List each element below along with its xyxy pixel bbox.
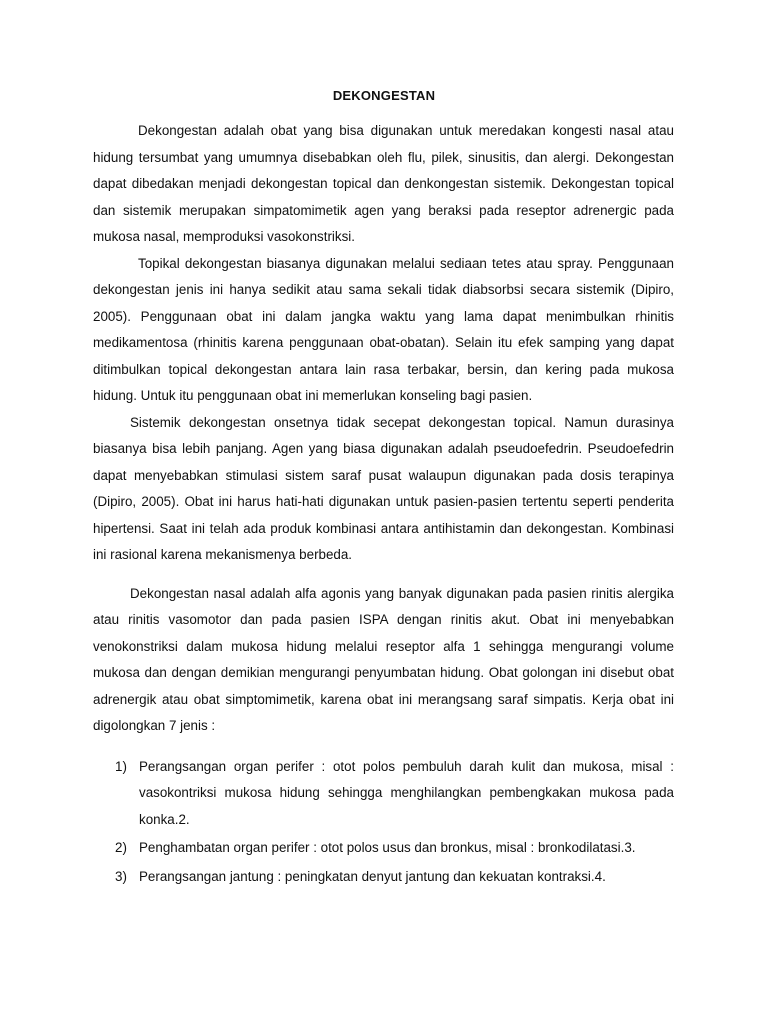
- list-item-text: Perangsangan organ perifer : otot polos pembuluh darah kulit dan mukosa, misal : vasokontriksi mukosa hidung sehingga menghilangkan pembengkakan mukosa pada konka.2.: [139, 758, 674, 827]
- paragraph-definition: Dekongestan adalah obat yang bisa digunakan untuk meredakan kongesti nasal atau hidung tersumbat yang umumnya disebabkan oleh flu, pilek, sinusitis, dan alergi. Dekongestan dapat dibedakan menjadi dekongestan topical dan denkongestan sistemik. Dekongestan topical dan sistemik merupakan simpatomimetik agen yang beraksi pada reseptor adrenergic pada mukosa nasal, memproduksi vasokonstriksi.: [93, 123, 674, 244]
- paragraph-nasal: Dekongestan nasal adalah alfa agonis yang banyak digunakan pada pasien rinitis alergika atau rinitis vasomotor dan pada pasien ISPA dengan rinitis akut. Obat ini menyebabkan venokonstriksi dalam mukosa hidung melalui reseptor alfa 1 sehingga mengurangi volume mukosa dan dengan demikian mengurangi penyumbatan hidung. Obat golongan ini disebut obat adrenergik atau obat simptomimetik, karena obat ini merangsang saraf simpatis. Kerja obat ini digolongkan 7 jenis :: [93, 585, 674, 733]
- action-list: [93, 754, 674, 891]
- paragraph-topical: Topikal dekongestan biasanya digunakan melalui sediaan tetes atau spray. Penggunaan dekongestan jenis ini hanya sedikit atau sama sekali tidak diabsorbsi secara sistemik (Dipiro, 2005). Penggunaan obat ini dalam jangka waktu yang lama dapat menimbulkan rhinitis medikamentosa (rhinitis karena penggunaan obat-obatan). Selain itu efek samping yang dapat ditimbulkan topical dekongestan antara lain rasa terbakar, bersin, dan kering pada mukosa hidung. Untuk itu penggunaan obat ini memerlukan konseling bagi pasien.: [93, 255, 674, 403]
- list-item: [93, 754, 674, 834]
- list-item-number: 1): [115, 758, 127, 774]
- document-title: DEKONGESTAN: [332, 88, 436, 103]
- list-item-number: 2): [115, 840, 127, 855]
- paragraph-systemic: Sistemik dekongestan onsetnya tidak secepat dekongestan topical. Namun durasinya biasanya bisa lebih panjang. Agen yang biasa digunakan adalah pseudoefedrin. Pseudoefedrin dapat menyebabkan stimulasi sistem saraf pusat walaupun digunakan pada dosis terapinya (Dipiro, 2005). Obat ini harus hati-hati digunakan untuk pasien-pasien tertentu seperti penderita hipertensi. Saat ini telah ada produk kombinasi antara antihistamin dan dekongestan. Kombinasi ini rasional karena mekanismenya berbeda.: [93, 414, 674, 562]
- list-item-text: Perangsangan jantung : peningkatan denyut jantung dan kekuatan kontraksi.4.: [139, 868, 606, 884]
- document-body: [93, 118, 674, 892]
- list-item-text: Penghambatan organ perifer : otot polos usus dan bronkus, misal : bronkodilatasi.3.: [139, 840, 636, 855]
- list-item: [93, 835, 674, 862]
- list-item-number: 3): [115, 868, 127, 884]
- list-item: [93, 864, 674, 891]
